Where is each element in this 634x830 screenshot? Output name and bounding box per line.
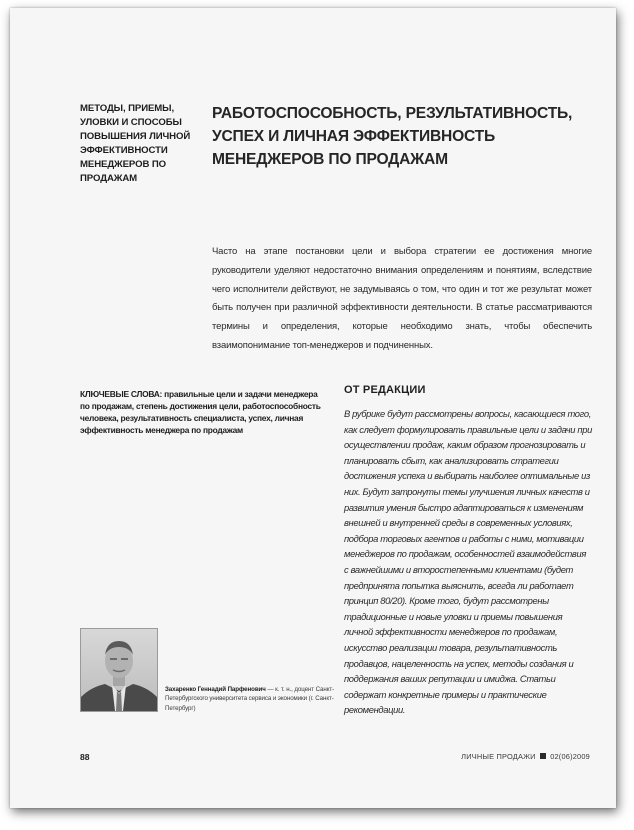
keywords-block	[80, 388, 328, 436]
author-portrait-icon	[81, 629, 157, 711]
article-title: РАБОТОСПОСОБНОСТЬ, РЕЗУЛЬТАТИВНОСТЬ, УСПЕХ И ЛИЧНАЯ ЭФФЕКТИВНОСТЬ МЕНЕДЖЕРОВ ПО ПРОДАЖАМ	[212, 105, 573, 168]
journal-name: ЛИЧНЫЕ ПРОДАЖИ	[461, 752, 536, 761]
journal-footer	[461, 752, 590, 761]
page-number: 88	[80, 752, 90, 762]
editorial-body: В рубрике будут рассмотрены вопросы, касающиеся того, как следует формулировать правильные цели и задачи при осуществлении продаж, каким образом прогнозировать и планировать сбыт, как анализировать стратегии достижения успеха и выбирать наиболее оптимальные из них. Будут затронуты темы улучшения личных качеств и развития умения быстро адаптироваться к изменениям внешней и внутренней среды в современных условиях, подбора торговых агентов и работы с ними, мотивации менеджеров по продажам, особенностей взаимодействия с важнейшими и второстепенными клиентами (будет предпринята попытка выяснить, всегда ли работает принцип 80/20). Кроме того, будут рассмотрены традиционные и новые уловки и приемы повышения личной эффективности менеджеров по продажам, искусство реализации товара, результативность продавцов, нацеленность на успех, методы создания и поддержания ваших репутации и имиджа. Статьи содержат конкретные примеры и практические рекомендации.	[344, 408, 592, 716]
article-lead: Часто на этапе постановки цели и выбора стратегии ее достижения многие руководители уделяют недостаточно внимания определениям и понятиям, вследствие чего исполнители действуют, не задумываясь о том, что один и тот же результат может быть получен при различной эффективности деятельности. В статье рассматриваются термины и определения, которые необходимо знать, чтобы обеспечить взаимопонимание топ-менеджеров и подчиненных.	[212, 246, 592, 351]
editorial-heading: ОТ РЕДАКЦИИ	[344, 384, 426, 396]
keywords-text: правильные цели и задачи менеджера по продажам, степень достижения цели, работоспособность человека, результативность специалиста, успех, личная эффективность менеджера по продажам	[80, 389, 321, 435]
editorial-note	[344, 384, 592, 718]
magazine-page	[10, 8, 616, 808]
author-info	[165, 685, 335, 713]
author-name: Захаренко Геннадий Парфенович	[165, 686, 266, 693]
journal-issue: 02(06)2009	[550, 752, 590, 761]
keywords-label: КЛЮЧЕВЫЕ СЛОВА:	[80, 389, 163, 399]
rubric-label: МЕТОДЫ, ПРИЕМЫ, УЛОВКИ И СПОСОБЫ ПОВЫШЕНИЯ ЛИЧНОЙ ЭФФЕКТИВНОСТИ МЕНЕДЖЕРОВ ПО ПРОДАЖАМ	[80, 103, 191, 184]
author-details: — к. т. н., доцент Санкт-Петербургского университета сервиса и экономики (г. Санкт-Петербург)	[165, 686, 335, 712]
square-bullet-icon	[540, 753, 546, 759]
author-photo	[80, 628, 158, 712]
